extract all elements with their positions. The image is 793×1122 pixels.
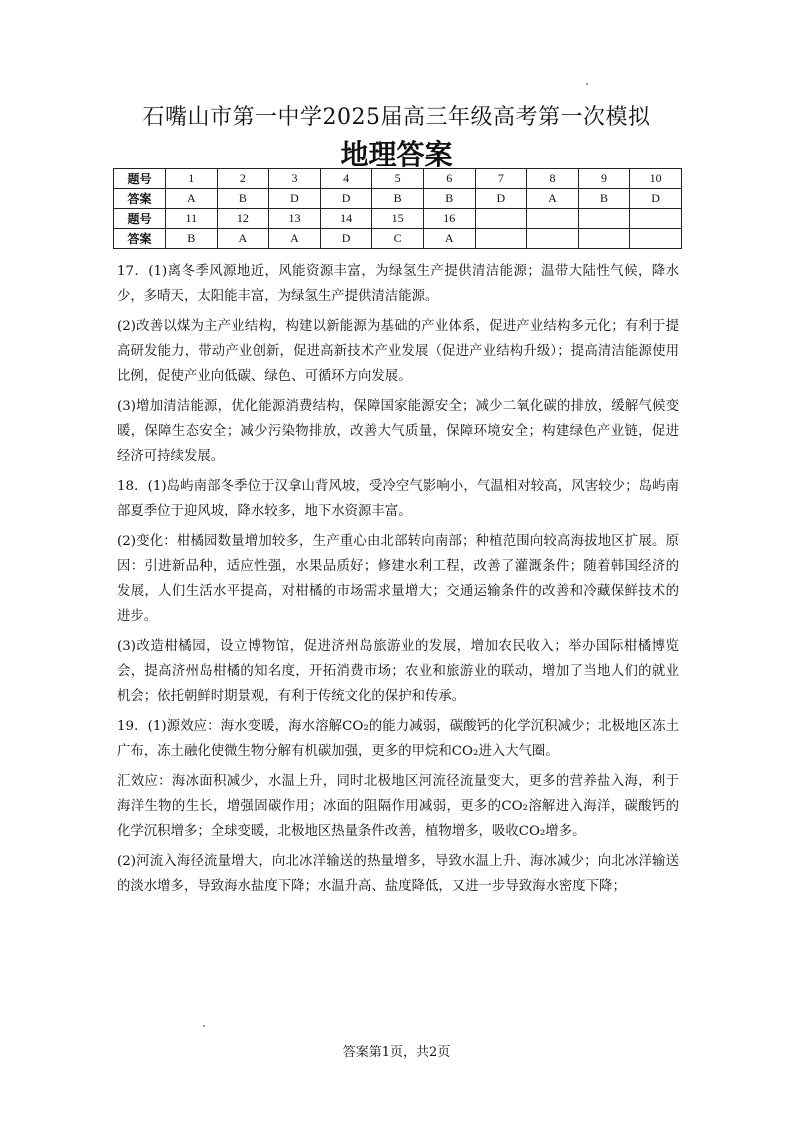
table-cell: 2 [217,169,269,189]
scan-speck [203,1025,205,1027]
table-cell: 10 [630,169,682,189]
table-cell: 7 [475,169,527,189]
school-title: 石嘴山市第一中学2025届高三年级高考第一次模拟 [142,105,651,130]
table-cell [578,209,630,229]
page-title: 地理答案 [340,138,453,171]
table-cell [630,229,682,249]
table-cell: C [372,229,424,249]
table-cell: B [578,189,630,209]
table-cell: 8 [527,169,579,189]
table-cell: 15 [372,209,424,229]
table-cell: D [320,189,372,209]
table-cell: A [166,189,218,209]
table-cell: B [372,189,424,209]
table-cell: B [166,229,218,249]
table-cell: 12 [217,209,269,229]
answer-paragraph: (2)变化：柑橘园数量增加较多，生产重心由北部转向南部；种植范围向较高海拔地区扩展。原因：引进新品种，适应性强，水果品质好；修建水利工程，改善了灌溉条件；随着韩国经济的发展，人们生活水平提高，对柑橘的市场需求量增大；交通运输条件的改善和冷藏保鲜技术的进步。 [117,534,679,624]
table-cell: 1 [166,169,218,189]
table-cell: 6 [423,169,475,189]
answer-paragraph: 汇效应：海冰面积减少，水温上升，同时北极地区河流径流量变大，更多的营养盐入海，利于海洋生物的生长，增强固碳作用；冰面的阻隔作用减弱，更多的CO₂溶解进入海洋，碳酸钙的化学沉积增多；全球变暖，北极地区热量条件改善，植物增多，吸收CO₂增多。 [117,774,679,839]
table-cell: B [217,189,269,209]
answer-paragraph: (2)改善以煤为主产业结构，构建以新能源为基础的产业体系，促进产业结构多元化；有利于提高研发能力，带动产业创新，促进高新技术产业发展（促进产业结构升级）；提高清洁能源使用比例，促使产业向低碳、绿色、可循环方向发展。 [117,319,679,384]
table-cell: 9 [578,169,630,189]
table-cell: A [217,229,269,249]
row-header: 题号 [114,209,166,229]
table-cell [527,229,579,249]
table-cell [630,209,682,229]
scan-speck [586,83,588,85]
answer-content [117,259,679,904]
answer-paragraph: 17．(1)离冬季风源地近，风能资源丰富，为绿氢生产提供清洁能源；温带大陆性气候，降水少，多晴天，太阳能丰富，为绿氢生产提供清洁能源。 [117,264,679,304]
table-cell: 14 [320,209,372,229]
table-cell: 11 [166,209,218,229]
table-cell: B [423,189,475,209]
table-cell: A [269,229,321,249]
answer-paragraph: 18．(1)岛屿南部冬季位于汉拿山背风坡，受冷空气影响小，气温相对较高，风害较少；岛屿南部夏季位于迎风坡，降水较多，地下水资源丰富。 [117,479,679,519]
table-cell: 5 [372,169,424,189]
table-cell: 16 [423,209,475,229]
answer-paragraph: 19．(1)源效应：海水变暖，海水溶解CO₂的能力减弱，碳酸钙的化学沉积减少；北极地区冻土广布，冻土融化使微生物分解有机碳加强，更多的甲烷和CO₂进入大气圈。 [117,719,679,759]
row-header: 题号 [114,169,166,189]
table-cell: 4 [320,169,372,189]
table-row [114,189,682,209]
answer-paragraph: (2)河流入海径流量增大，向北冰洋输送的热量增多，导致水温上升、海冰减少；向北冰洋输送的淡水增多，导致海水盐度下降；水温升高、盐度降低，又进一步导致海水密度下降； [117,854,679,894]
table-row [114,209,682,229]
table-cell: D [630,189,682,209]
table-cell: D [320,229,372,249]
page-footer: 答案第1页，共2页 [342,1045,451,1060]
row-header: 答案 [114,189,166,209]
table-cell: A [527,189,579,209]
table-row [114,229,682,249]
row-header: 答案 [114,229,166,249]
table-cell: 13 [269,209,321,229]
table-cell: A [423,229,475,249]
table-cell: D [475,189,527,209]
answer-paragraph: (3)改造柑橘园，设立博物馆，促进济州岛旅游业的发展，增加农民收入；举办国际柑橘博览会，提高济州岛柑橘的知名度，开拓消费市场；农业和旅游业的联动，增加了当地人们的就业机会；依托朝鲜时期景观，有利于传统文化的保护和传承。 [117,639,679,704]
answer-table [113,168,682,249]
table-cell [527,209,579,229]
table-row [114,169,682,189]
table-cell [578,229,630,249]
table-cell: D [269,189,321,209]
table-cell [475,229,527,249]
table-cell [475,209,527,229]
answer-paragraph: (3)增加清洁能源，优化能源消费结构，保障国家能源安全；减少二氧化碳的排放，缓解气候变暖，保障生态安全；减少污染物排放，改善大气质量，保障环境安全；构建绿色产业链，促进经济可持续发展。 [117,399,679,464]
table-cell: 3 [269,169,321,189]
